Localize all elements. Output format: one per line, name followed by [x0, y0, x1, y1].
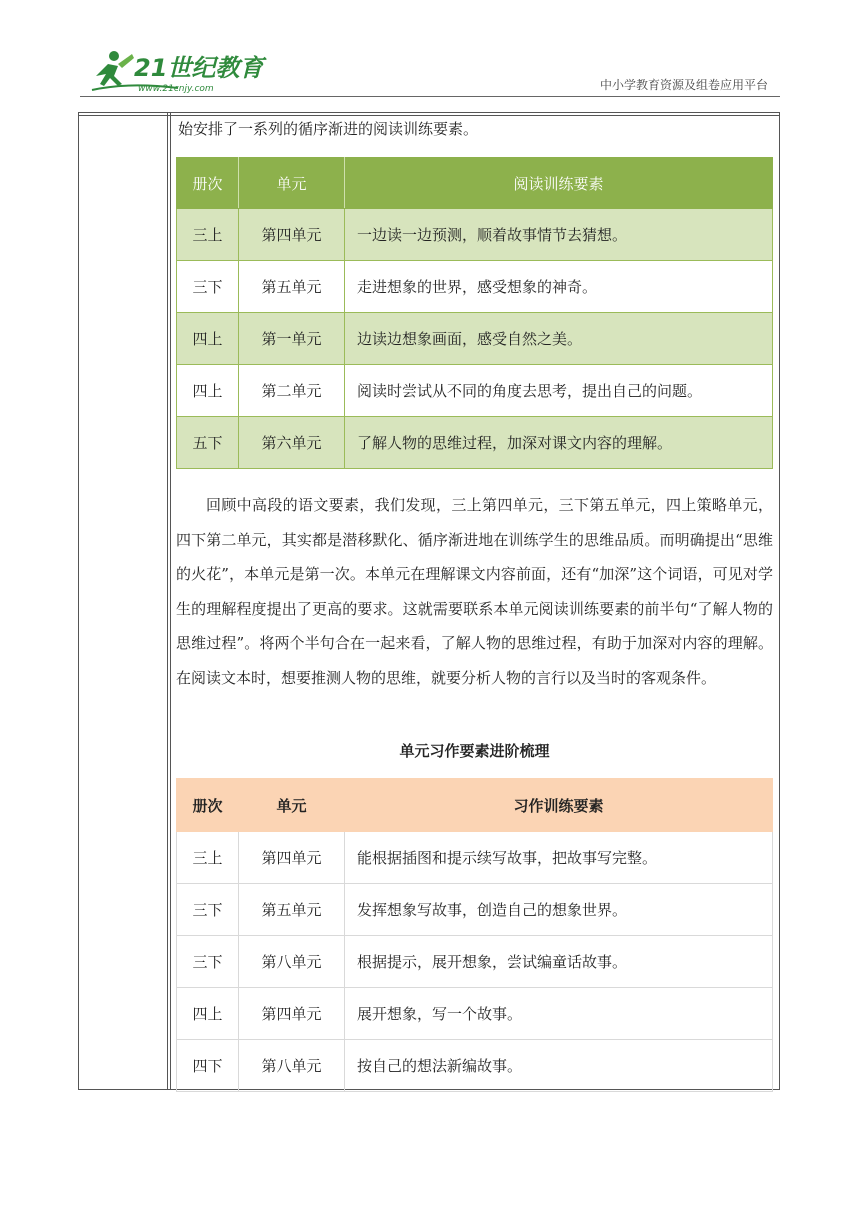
column-header: 册次 — [177, 779, 239, 832]
column-header: 阅读训练要素 — [345, 158, 773, 209]
table-row — [177, 936, 773, 988]
cell-element: 了解人物的思维过程，加深对课文内容的理解。 — [345, 417, 773, 469]
cell-unit: 第四单元 — [239, 832, 345, 884]
cell-volume: 三下 — [177, 261, 239, 313]
cell-element: 边读边想象画面，感受自然之美。 — [345, 313, 773, 365]
logo-text: 21世纪教育 — [134, 54, 264, 82]
cell-element: 发挥想象写故事，创造自己的想象世界。 — [345, 884, 773, 936]
paragraph-text: 回顾中高段的语文要素，我们发现，三上第四单元，三下第五单元，四上策略单元，四下第二单元，其实都是潜移默化、循序渐进地在训练学生的思维品质。而明确提出“思维的火花”，本单元是第一次。本单元在理解课文内容前面，还有“加深”这个词语，可见对学生的理解程度提出了更高的要求。这就需要联系本单元阅读训练要素的前半句“了解人物的思维过程”。将两个半句合在一起来看，了解人物的思维过程，有助于加深对内容的理解。在阅读文本时，想要推测人物的思维，就要分析人物的言行以及当时的客观条件。 — [176, 496, 773, 687]
cell-element: 按自己的想法新编故事。 — [345, 1040, 773, 1092]
table-row — [177, 884, 773, 936]
intro-line: 始安排了一系列的循序渐进的阅读训练要素。 — [178, 120, 479, 138]
cell-unit: 第八单元 — [239, 1040, 345, 1092]
outer-frame-double-line — [78, 115, 780, 116]
cell-element: 阅读时尝试从不同的角度去思考，提出自己的问题。 — [345, 365, 773, 417]
cell-volume: 四上 — [177, 313, 239, 365]
table-row — [177, 209, 773, 261]
cell-unit: 第六单元 — [239, 417, 345, 469]
cell-unit: 第二单元 — [239, 365, 345, 417]
cell-unit: 第一单元 — [239, 313, 345, 365]
table-row — [177, 365, 773, 417]
table-row — [177, 417, 773, 469]
cell-volume: 三下 — [177, 936, 239, 988]
table-header-row — [177, 779, 773, 832]
cell-unit: 第五单元 — [239, 261, 345, 313]
platform-name: 中小学教育资源及组卷应用平台 — [599, 78, 768, 92]
outer-column-divider-inner — [170, 112, 171, 1090]
column-header: 习作训练要素 — [345, 779, 773, 832]
cell-unit: 第四单元 — [239, 209, 345, 261]
section-title: 单元习作要素进阶梳理 — [399, 742, 550, 760]
reading-elements-table — [176, 157, 773, 469]
header-divider — [80, 96, 780, 97]
cell-element: 展开想象，写一个故事。 — [345, 988, 773, 1040]
cell-volume: 四上 — [177, 988, 239, 1040]
cell-element: 能根据插图和提示续写故事，把故事写完整。 — [345, 832, 773, 884]
cell-unit: 第四单元 — [239, 988, 345, 1040]
cell-volume: 三下 — [177, 884, 239, 936]
logo-url: www.21cnjy.com — [138, 84, 214, 94]
cell-unit: 第八单元 — [239, 936, 345, 988]
page-header — [80, 40, 780, 96]
table-row — [177, 832, 773, 884]
table-row — [177, 313, 773, 365]
table-row — [177, 1040, 773, 1092]
cell-volume: 三上 — [177, 209, 239, 261]
writing-elements-table — [176, 778, 773, 1092]
table-row — [177, 261, 773, 313]
cell-volume: 四上 — [177, 365, 239, 417]
cell-volume: 五下 — [177, 417, 239, 469]
cell-element: 走进想象的世界，感受想象的神奇。 — [345, 261, 773, 313]
analysis-paragraph — [176, 488, 773, 695]
cell-element: 根据提示，展开想象，尝试编童话故事。 — [345, 936, 773, 988]
column-header: 单元 — [239, 158, 345, 209]
column-header: 单元 — [239, 779, 345, 832]
runner-logo-icon — [88, 46, 268, 94]
logo — [88, 46, 268, 94]
cell-volume: 三上 — [177, 832, 239, 884]
cell-element: 一边读一边预测，顺着故事情节去猜想。 — [345, 209, 773, 261]
outer-column-divider — [167, 112, 168, 1090]
column-header: 册次 — [177, 158, 239, 209]
table-row — [177, 988, 773, 1040]
cell-unit: 第五单元 — [239, 884, 345, 936]
table-header-row — [177, 158, 773, 209]
cell-volume: 四下 — [177, 1040, 239, 1092]
